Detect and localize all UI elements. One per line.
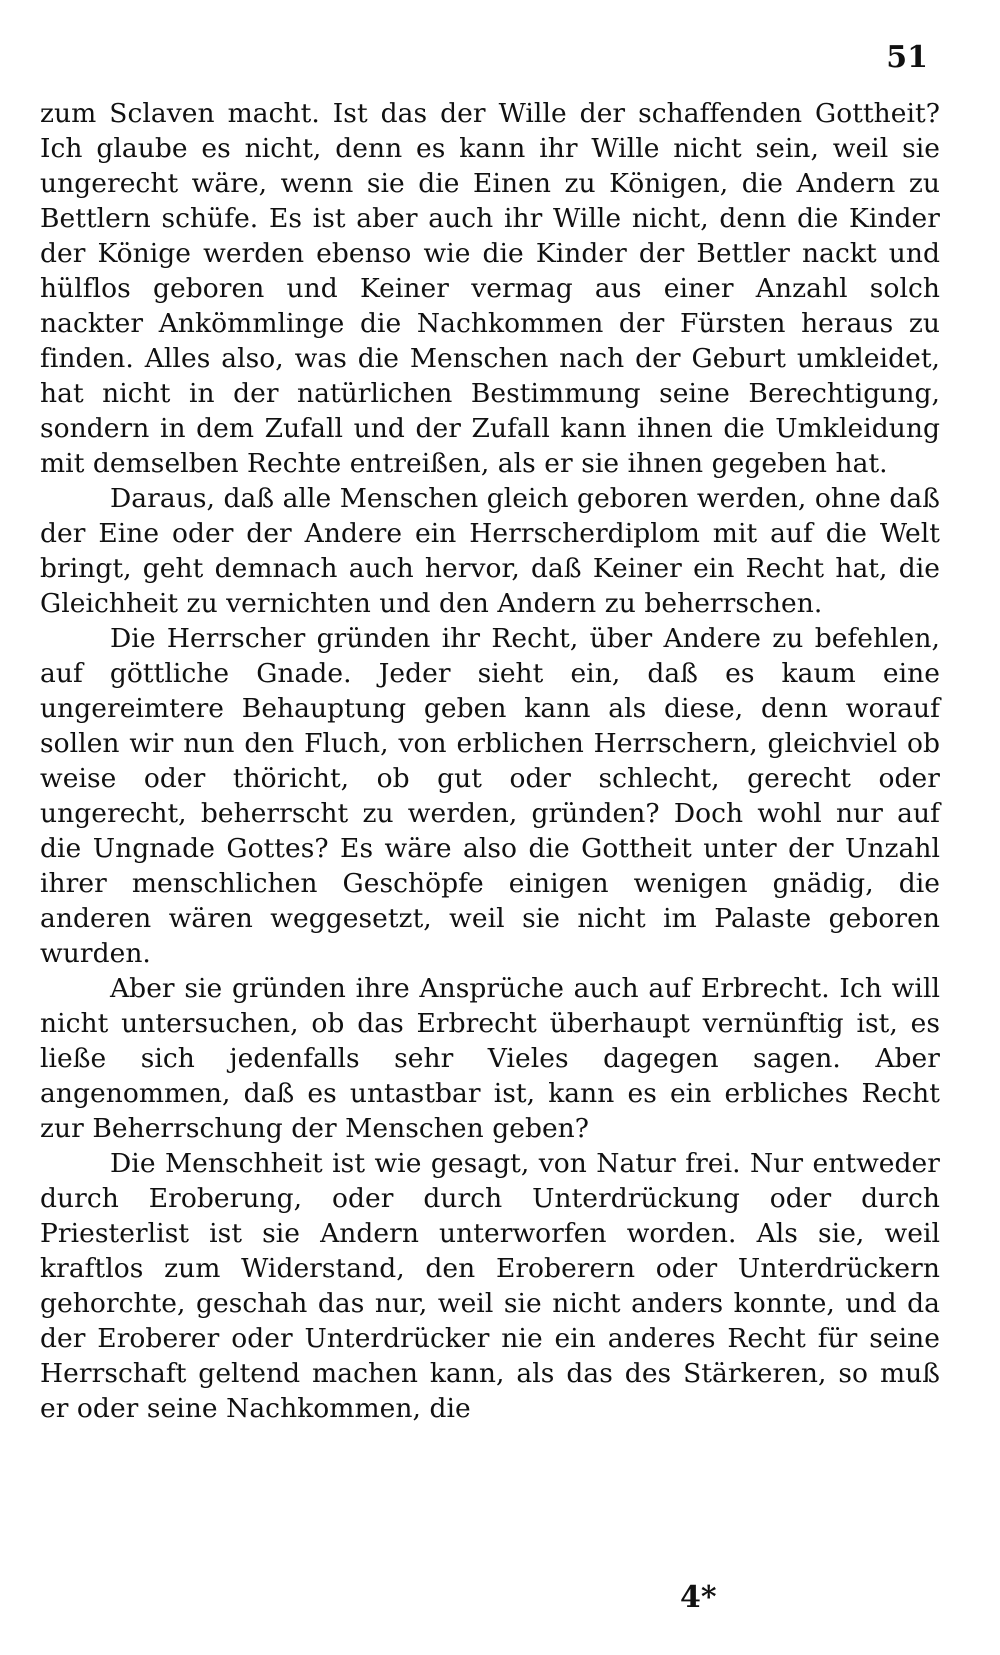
paragraph-1: zum Sclaven macht. Ist das der Wille der schaffenden Gottheit? Ich glaube es nicht, denn es kann ihr Wille nicht sein, weil sie ungerecht wäre, wenn sie die Einen zu Königen, die Andern zu Bettlern schüfe. Es ist aber auch ihr Wille nicht, denn die Kinder der Könige werden ebenso wie die Kinder der Bettler nackt und hülflos geboren und Keiner vermag aus einer Anzahl solch nackter Ankömmlinge die Nachkommen der Fürsten heraus zu finden. Alles also, was die Menschen nach der Geburt umkleidet, hat nicht in der natürlichen Bestimmung seine Berechtigung, sondern in dem Zufall und der Zufall kann ihnen die Umkleidung mit demselben Rechte entreißen, als er sie ihnen gegeben hat. [40,98,940,479]
signature-mark: 4* [680,1580,717,1615]
paragraph-4: Aber sie gründen ihre Ansprüche auch auf Erbrecht. Ich will nicht untersuchen, ob das Erbrecht überhaupt vernünftig ist, es ließe sich jedenfalls sehr Vieles dagegen sagen. Aber angenommen, daß es untastbar ist, kann es ein erbliches Recht zur Beherrschung der Menschen geben? [40,973,940,1144]
paragraph-3: Die Herrscher gründen ihr Recht, über Andere zu befehlen, auf göttliche Gnade. Jeder sieht ein, daß es kaum eine ungereimtere Behauptung geben kann als diese, denn worauf sollen wir nun den Fluch, von erblichen Herrschern, gleichviel ob weise oder thöricht, ob gut oder schlecht, gerecht oder ungerecht, beherrscht zu werden, gründen? Doch wohl nur auf die Ungnade Gottes? Es wäre also die Gottheit unter der Unzahl ihrer menschlichen Geschöpfe einigen wenigen gnädig, die anderen wären weggesetzt, weil sie nicht im Palaste geboren wurden. [40,623,940,969]
paragraph-2: Daraus, daß alle Menschen gleich geboren werden, ohne daß der Eine oder der Andere ein Herrscherdiplom mit auf die Welt bringt, geht demnach auch hervor, daß Keiner ein Recht hat, die Gleichheit zu vernichten und den Andern zu beherrschen. [40,483,940,619]
paragraph-5: Die Menschheit ist wie gesagt, von Natur frei. Nur entweder durch Eroberung, oder durch Unterdrückung oder durch Priesterlist ist sie Andern unterworfen worden. Als sie, weil kraftlos zum Widerstand, den Eroberern oder Unterdrückern gehorchte, geschah das nur, weil sie nicht anders konnte, und da der Eroberer oder Unterdrücker nie ein anderes Recht für seine Herrschaft geltend machen kann, als das des Stärkeren, so muß er oder seine Nachkommen, die [40,1148,940,1424]
body-text [40,96,940,1426]
page-number: 51 [886,40,928,75]
